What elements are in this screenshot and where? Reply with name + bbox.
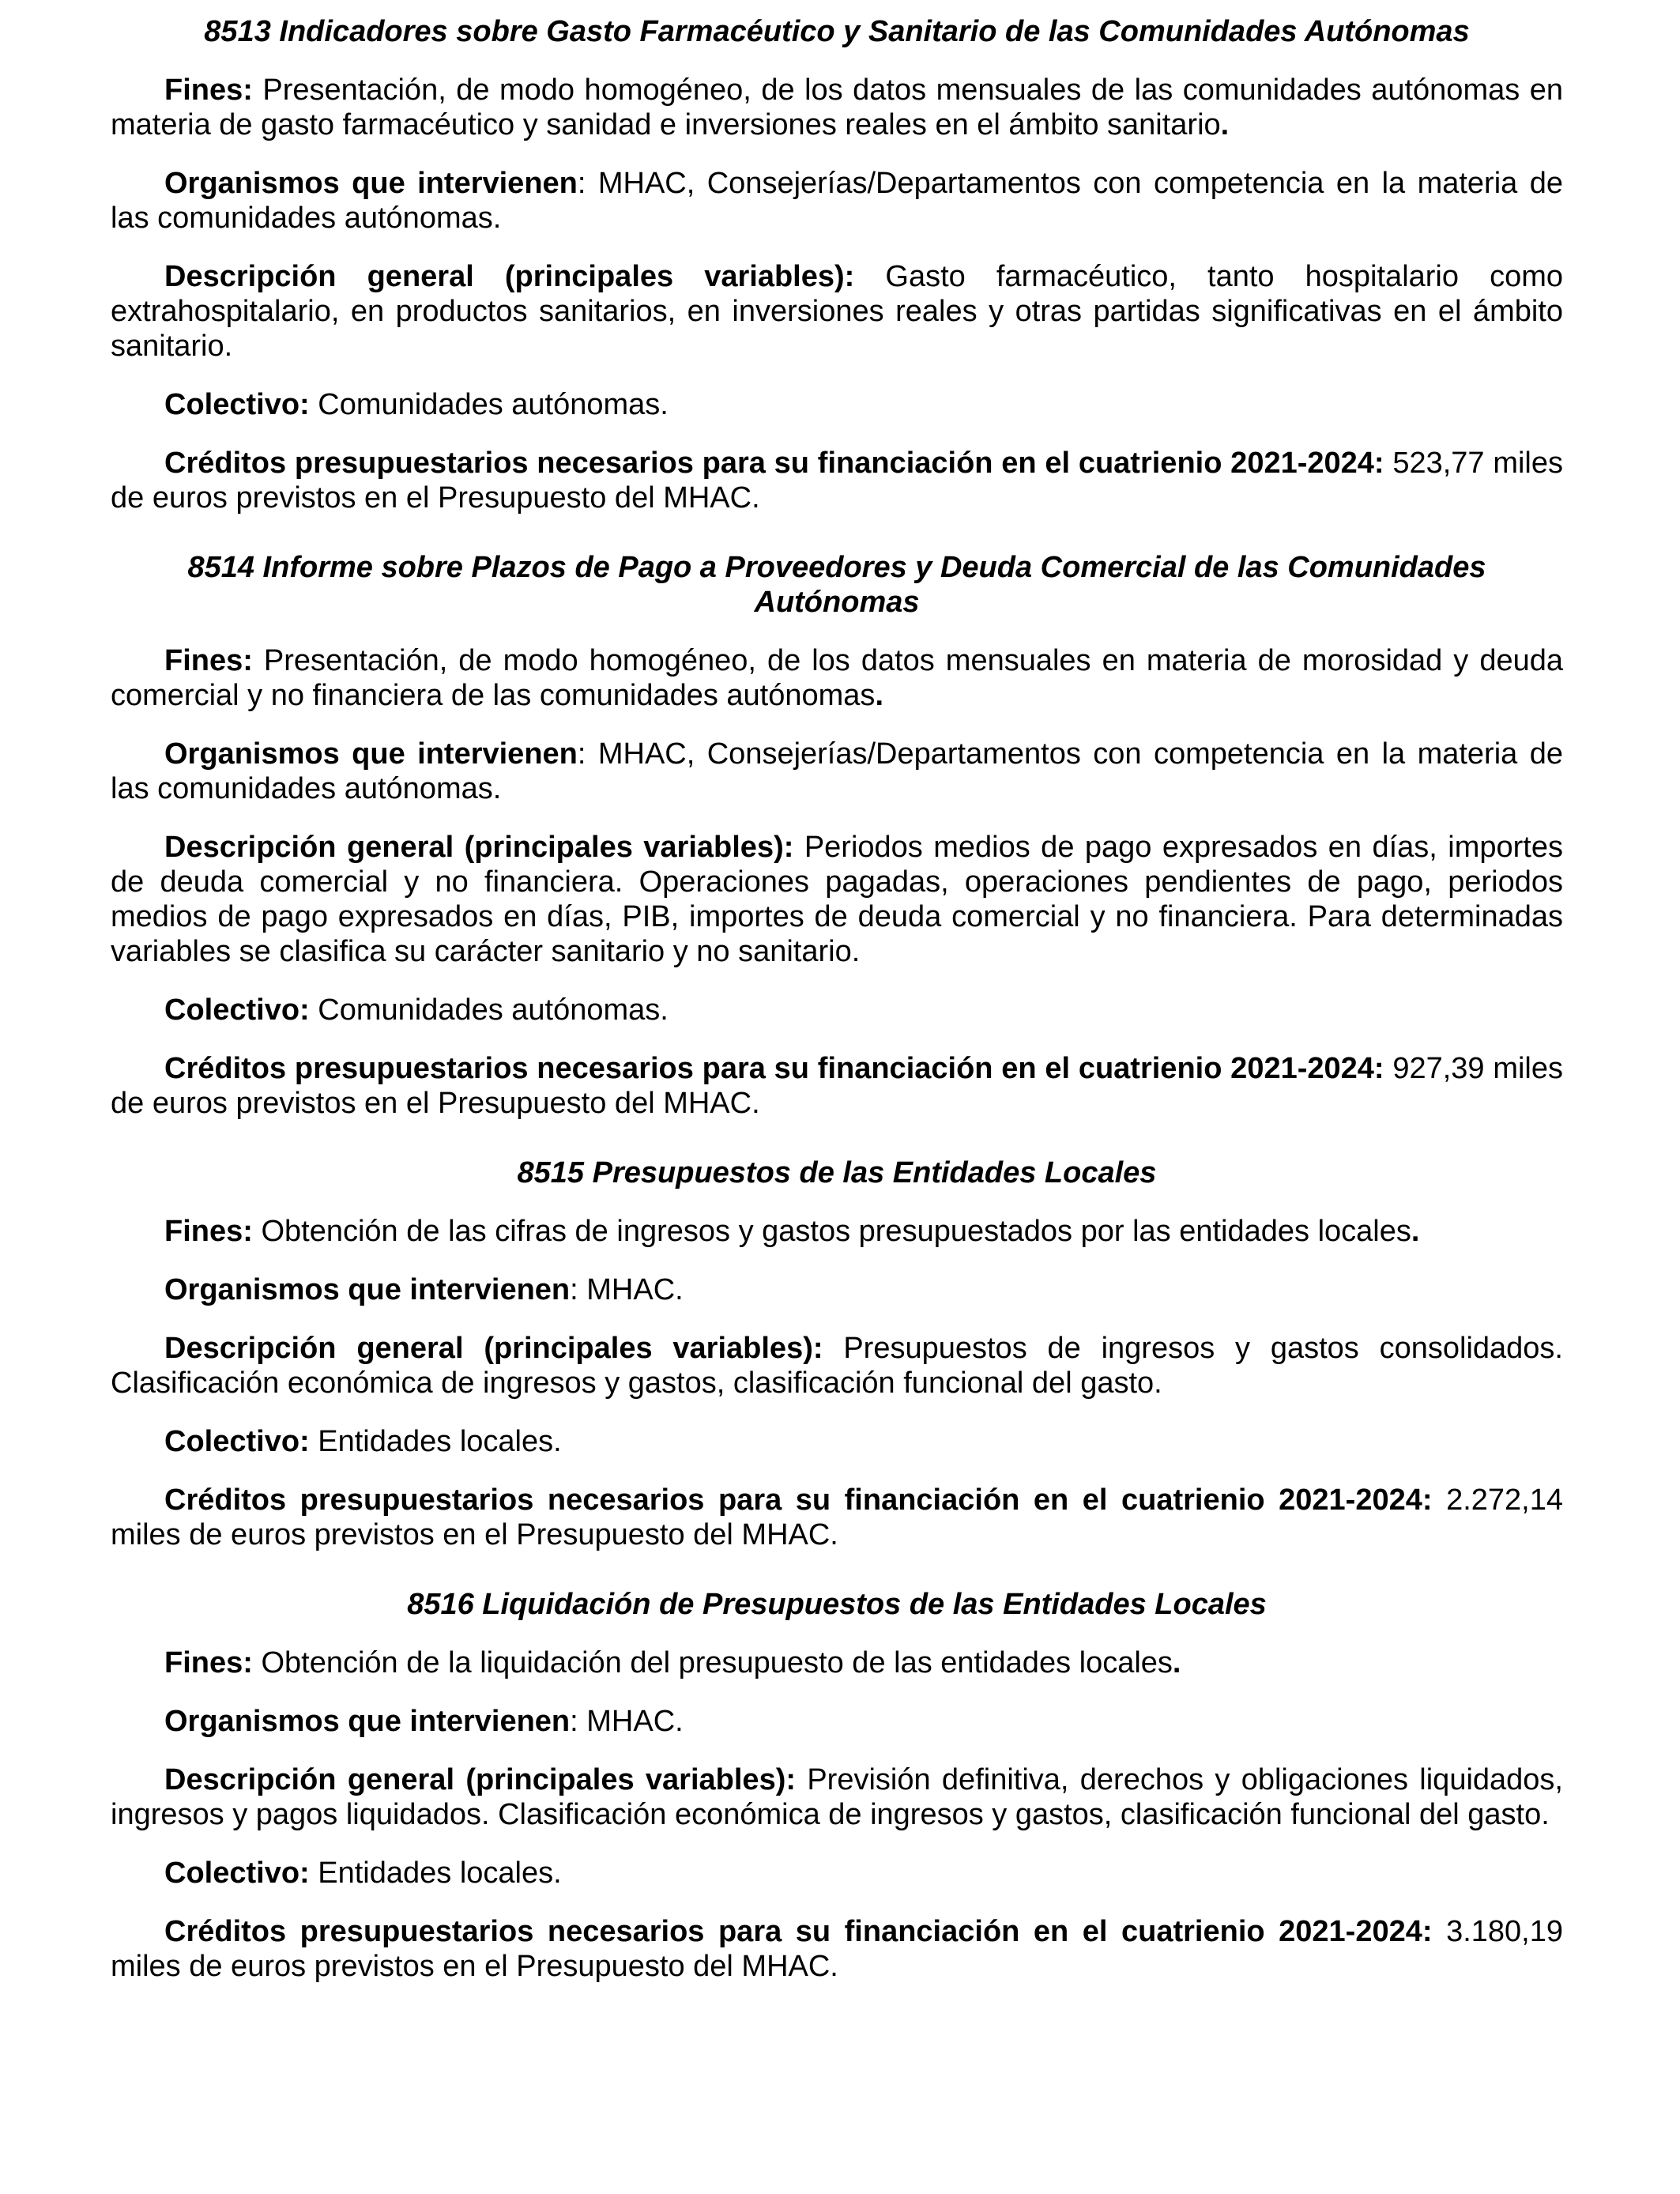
fines-label: Fines:	[164, 74, 253, 107]
creditos-text: 2.272,14 miles de euros previstos en el Presupuesto del MHAC.	[111, 1483, 1563, 1551]
organismos-label: Organismos que intervienen	[164, 737, 578, 771]
colectivo-paragraph	[111, 387, 1563, 422]
section-title: 8513 Indicadores sobre Gasto Farmacéutico y Sanitario de las Comunidades Autónomas	[204, 15, 1470, 48]
fines-text: Obtención de la liquidación del presupuesto de las entidades locales	[252, 1646, 1173, 1679]
colectivo-text: Comunidades autónomas.	[309, 388, 669, 421]
fines-text: Presentación, de modo homogéneo, de los datos mensuales en materia de morosidad y deuda comercial y no financiera de las comunidades autónomas	[111, 644, 1563, 712]
fines-text: Obtención de las cifras de ingresos y gastos presupuestados por las entidades locales	[252, 1215, 1411, 1248]
descripcion-text: Presupuestos de ingresos y gastos consolidados. Clasificación económica de ingresos y gastos, clasificación funcional del gasto.	[111, 1332, 1563, 1400]
creditos-text: 927,39 miles de euros previstos en el Presupuesto del MHAC.	[111, 1052, 1564, 1120]
organismos-text: : MHAC.	[570, 1705, 684, 1738]
fines-end: .	[1220, 108, 1230, 141]
organismos-text: : MHAC, Consejerías/Departamentos con competencia en la materia de las comunidades autónomas.	[111, 167, 1563, 235]
colectivo-label: Colectivo:	[164, 388, 310, 421]
document-page	[111, 14, 1563, 2007]
fines-paragraph	[111, 1214, 1563, 1249]
creditos-text: 523,77 miles de euros previstos en el Presupuesto del MHAC.	[111, 447, 1564, 515]
colectivo-text: Comunidades autónomas.	[309, 993, 669, 1027]
creditos-paragraph	[111, 1483, 1563, 1552]
organismos-paragraph	[111, 1704, 1563, 1739]
organismos-paragraph	[111, 1272, 1563, 1307]
colectivo-label: Colectivo:	[164, 1425, 310, 1458]
organismos-text: : MHAC.	[570, 1273, 684, 1306]
organismos-label: Organismos que intervienen	[164, 1705, 571, 1738]
colectivo-label: Colectivo:	[164, 1857, 310, 1890]
descripcion-text: Gasto farmacéutico, tanto hospitalario como extrahospitalario, en productos sanitarios, en inversiones reales y otras partidas significativas en el ámbito sanitario.	[111, 260, 1563, 363]
fines-paragraph	[111, 643, 1563, 713]
fines-paragraph	[111, 1646, 1563, 1680]
colectivo-text: Entidades locales.	[309, 1857, 562, 1890]
fines-label: Fines:	[164, 644, 253, 677]
descripcion-paragraph	[111, 1331, 1563, 1400]
creditos-paragraph	[111, 1051, 1563, 1121]
fines-label: Fines:	[164, 1215, 253, 1248]
descripcion-label: Descripción general (principales variables):	[164, 1763, 797, 1796]
creditos-label: Créditos presupuestarios necesarios para su financiación en el cuatrienio 2021-2024:	[164, 1052, 1384, 1085]
section-8516	[111, 1587, 1563, 1984]
creditos-label: Créditos presupuestarios necesarios para su financiación en el cuatrienio 2021-2024:	[164, 1915, 1433, 1948]
fines-label: Fines:	[164, 1646, 253, 1679]
fines-paragraph	[111, 73, 1563, 142]
creditos-paragraph	[111, 446, 1563, 515]
section-title: 8514 Informe sobre Plazos de Pago a Proveedores y Deuda Comercial de las Comunidades Autónomas	[187, 551, 1486, 619]
fines-end: .	[875, 679, 883, 712]
descripcion-paragraph	[111, 1762, 1563, 1832]
descripcion-label: Descripción general (principales variables):	[164, 1332, 823, 1365]
organismos-text: : MHAC, Consejerías/Departamentos con competencia en la materia de las comunidades autónomas.	[111, 737, 1563, 805]
creditos-text: 3.180,19 miles de euros previstos en el Presupuesto del MHAC.	[111, 1915, 1563, 1983]
organismos-paragraph	[111, 737, 1563, 806]
creditos-label: Créditos presupuestarios necesarios para su financiación en el cuatrienio 2021-2024:	[164, 1483, 1433, 1517]
descripcion-label: Descripción general (principales variables):	[164, 831, 794, 864]
section-title: 8516 Liquidación de Presupuestos de las Entidades Locales	[407, 1588, 1267, 1621]
organismos-paragraph	[111, 166, 1563, 236]
fines-end: .	[1411, 1215, 1420, 1248]
descripcion-paragraph	[111, 259, 1563, 364]
descripcion-label: Descripción general (principales variables):	[164, 260, 855, 293]
colectivo-paragraph	[111, 1424, 1563, 1459]
section-8515	[111, 1155, 1563, 1552]
section-title: 8515 Presupuestos de las Entidades Locales	[517, 1156, 1157, 1189]
creditos-label: Créditos presupuestarios necesarios para su financiación en el cuatrienio 2021-2024:	[164, 447, 1384, 480]
colectivo-text: Entidades locales.	[309, 1425, 562, 1458]
fines-text: Presentación, de modo homogéneo, de los datos mensuales de las comunidades autónomas en materia de gasto farmacéutico y sanidad e inversiones reales en el ámbito sanitario	[111, 74, 1563, 141]
organismos-label: Organismos que intervienen	[164, 1273, 571, 1306]
organismos-label: Organismos que intervienen	[164, 167, 578, 200]
descripcion-text: Periodos medios de pago expresados en días, importes de deuda comercial y no financiera. Operaciones pagadas, operaciones pendientes de pago, periodos medios de pago expresados en días, PIB, importes de deuda comercial y no financiera. Para determinadas variables se clasifica su carácter sanitario y no sanitario.	[111, 831, 1563, 968]
descripcion-paragraph	[111, 830, 1563, 969]
fines-end: .	[1172, 1646, 1181, 1679]
creditos-paragraph	[111, 1914, 1563, 1984]
descripcion-text: Previsión definitiva, derechos y obligaciones liquidados, ingresos y pagos liquidados. Clasificación económica de ingresos y gastos, clasificación funcional del gasto.	[111, 1763, 1563, 1831]
colectivo-label: Colectivo:	[164, 993, 310, 1027]
colectivo-paragraph	[111, 993, 1563, 1027]
section-8514	[111, 550, 1563, 1121]
colectivo-paragraph	[111, 1856, 1563, 1891]
section-8513	[111, 14, 1563, 515]
